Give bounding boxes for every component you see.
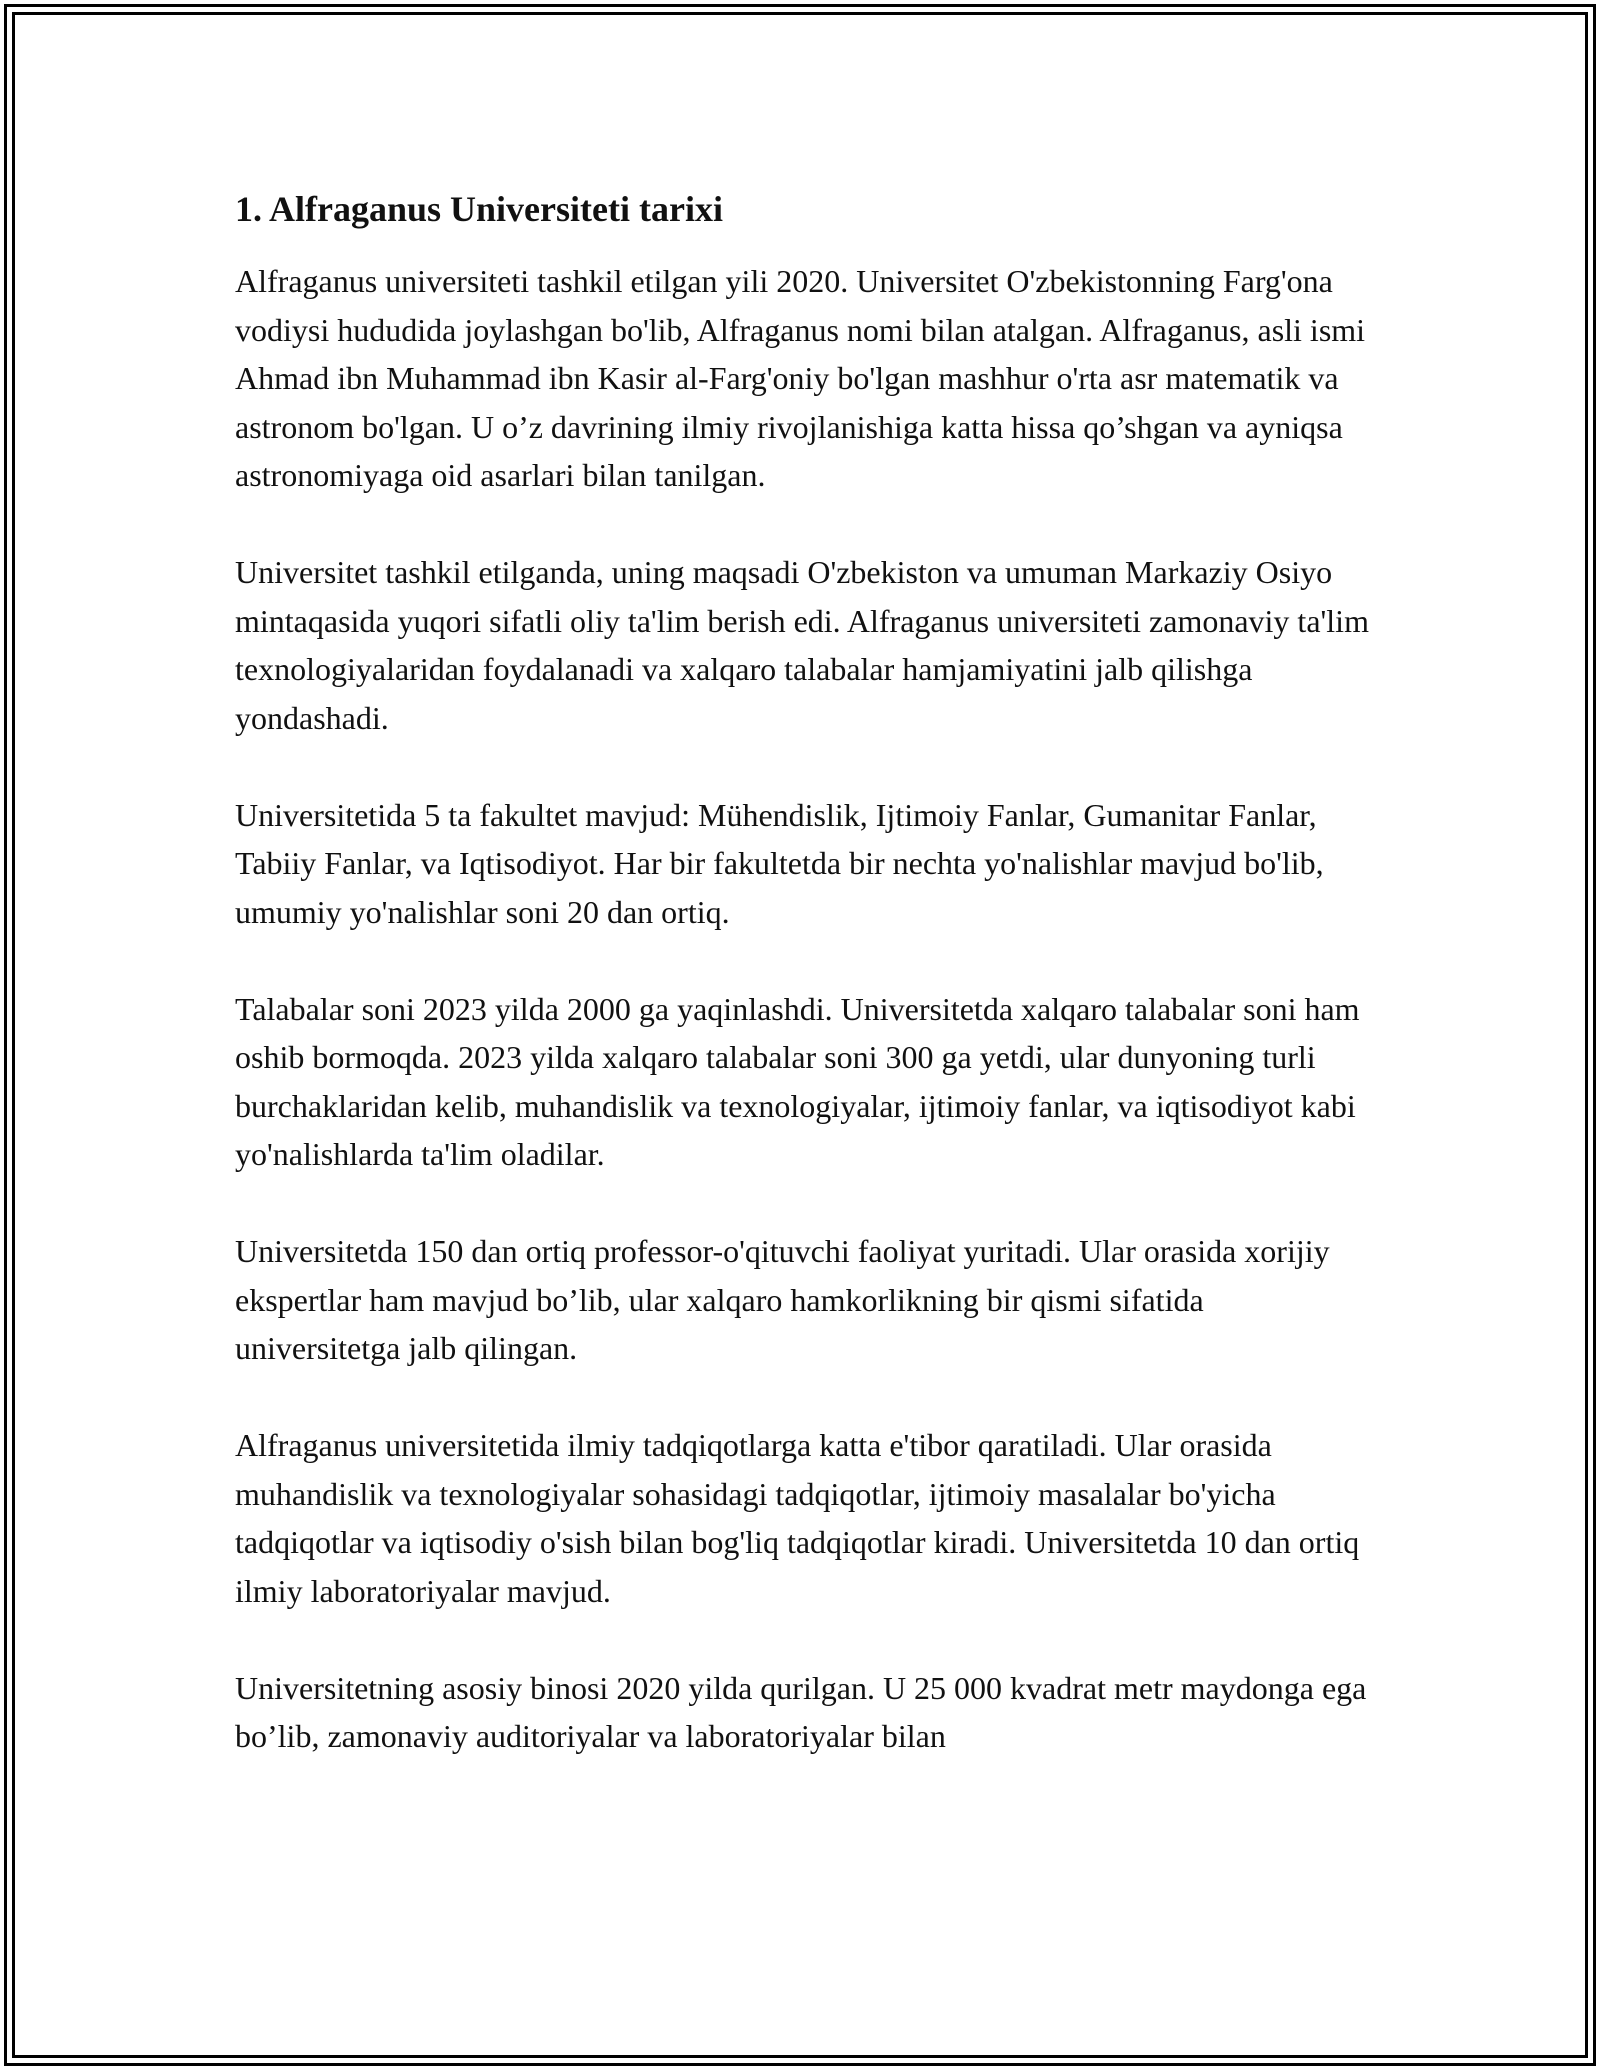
paragraph-mission: Universitet tashkil etilganda, uning maqsadi O'zbekiston va umuman Markaziy Osiyo mintaqasida yuqori sifatli oliy ta'lim berish edi. Alfraganus universiteti zamonaviy ta'lim texnologiyalaridan foydalanadi va xalqaro talabalar hamjamiyatini jalb qilishga yondashadi.: [235, 554, 1369, 736]
paragraph-building: Universitetning asosiy binosi 2020 yilda qurilgan. U 25 000 kvadrat metr maydonga ega bo’lib, zamonaviy auditoriyalar va laboratoriyalar bilan: [235, 1669, 1367, 1754]
paragraph-students: Talabalar soni 2023 yilda 2000 ga yaqinlashdi. Universitetda xalqaro talabalar soni ham oshib bormoqda. 2023 yilda xalqaro talabalar soni 300 ga yetdi, ular dunyoning turli burchaklaridan kelib, muhandislik va texnologiyalar, ijtimoiy fanlar, va iqtisodiyot kabi yo'nalishlarda ta'lim oladilar.: [235, 990, 1360, 1172]
paragraph-faculties: Universitetida 5 ta fakultet mavjud: Mühendislik, Ijtimoiy Fanlar, Gumanitar Fanlar, Tabiiy Fanlar, va Iqtisodiyot. Har bir fakultetda bir nechta yo'nalishlar mavjud bo'lib, umumiy yo'nalishlar soni 20 dan ortiq.: [235, 796, 1324, 930]
section-title: 1. Alfraganus Universiteti tarixi: [235, 189, 723, 229]
paragraph-research: Alfraganus universitetida ilmiy tadqiqotlarga katta e'tibor qaratiladi. Ular orasida muhandislik va texnologiyalar sohasidagi tadqiqotlar, ijtimoiy masalalar bo'yicha tadqiqotlar va iqtisodiy o'sish bilan bog'liq tadqiqotlar kiradi. Universitetda 10 dan ortiq ilmiy laboratoriyalar mavjud.: [235, 1427, 1360, 1609]
document-body: [235, 185, 1375, 1809]
paragraph-staff: Universitetda 150 dan ortiq professor-o'qituvchi faoliyat yuritadi. Ular orasida xorijiy ekspertlar ham mavjud bo’lib, ular xalqaro hamkorlikning bir qismi sifatida universitetga jalb qilingan.: [235, 1233, 1330, 1366]
paragraph-history: Alfraganus universiteti tashkil etilgan yili 2020. Universitet O'zbekistonning Farg'ona vodiysi hududida joylashgan bo'lib, Alfraganus nomi bilan atalgan. Alfraganus, asli ismi Ahmad ibn Muhammad ibn Kasir al-Farg'oniy bo'lgan mashhur o'rta asr matematik va astronom bo'lgan. U o’z davrining ilmiy rivojlanishiga katta hissa qo’shgan va ayniqsa astronomiyaga oid asarlari bilan tanilgan.: [235, 263, 1366, 493]
